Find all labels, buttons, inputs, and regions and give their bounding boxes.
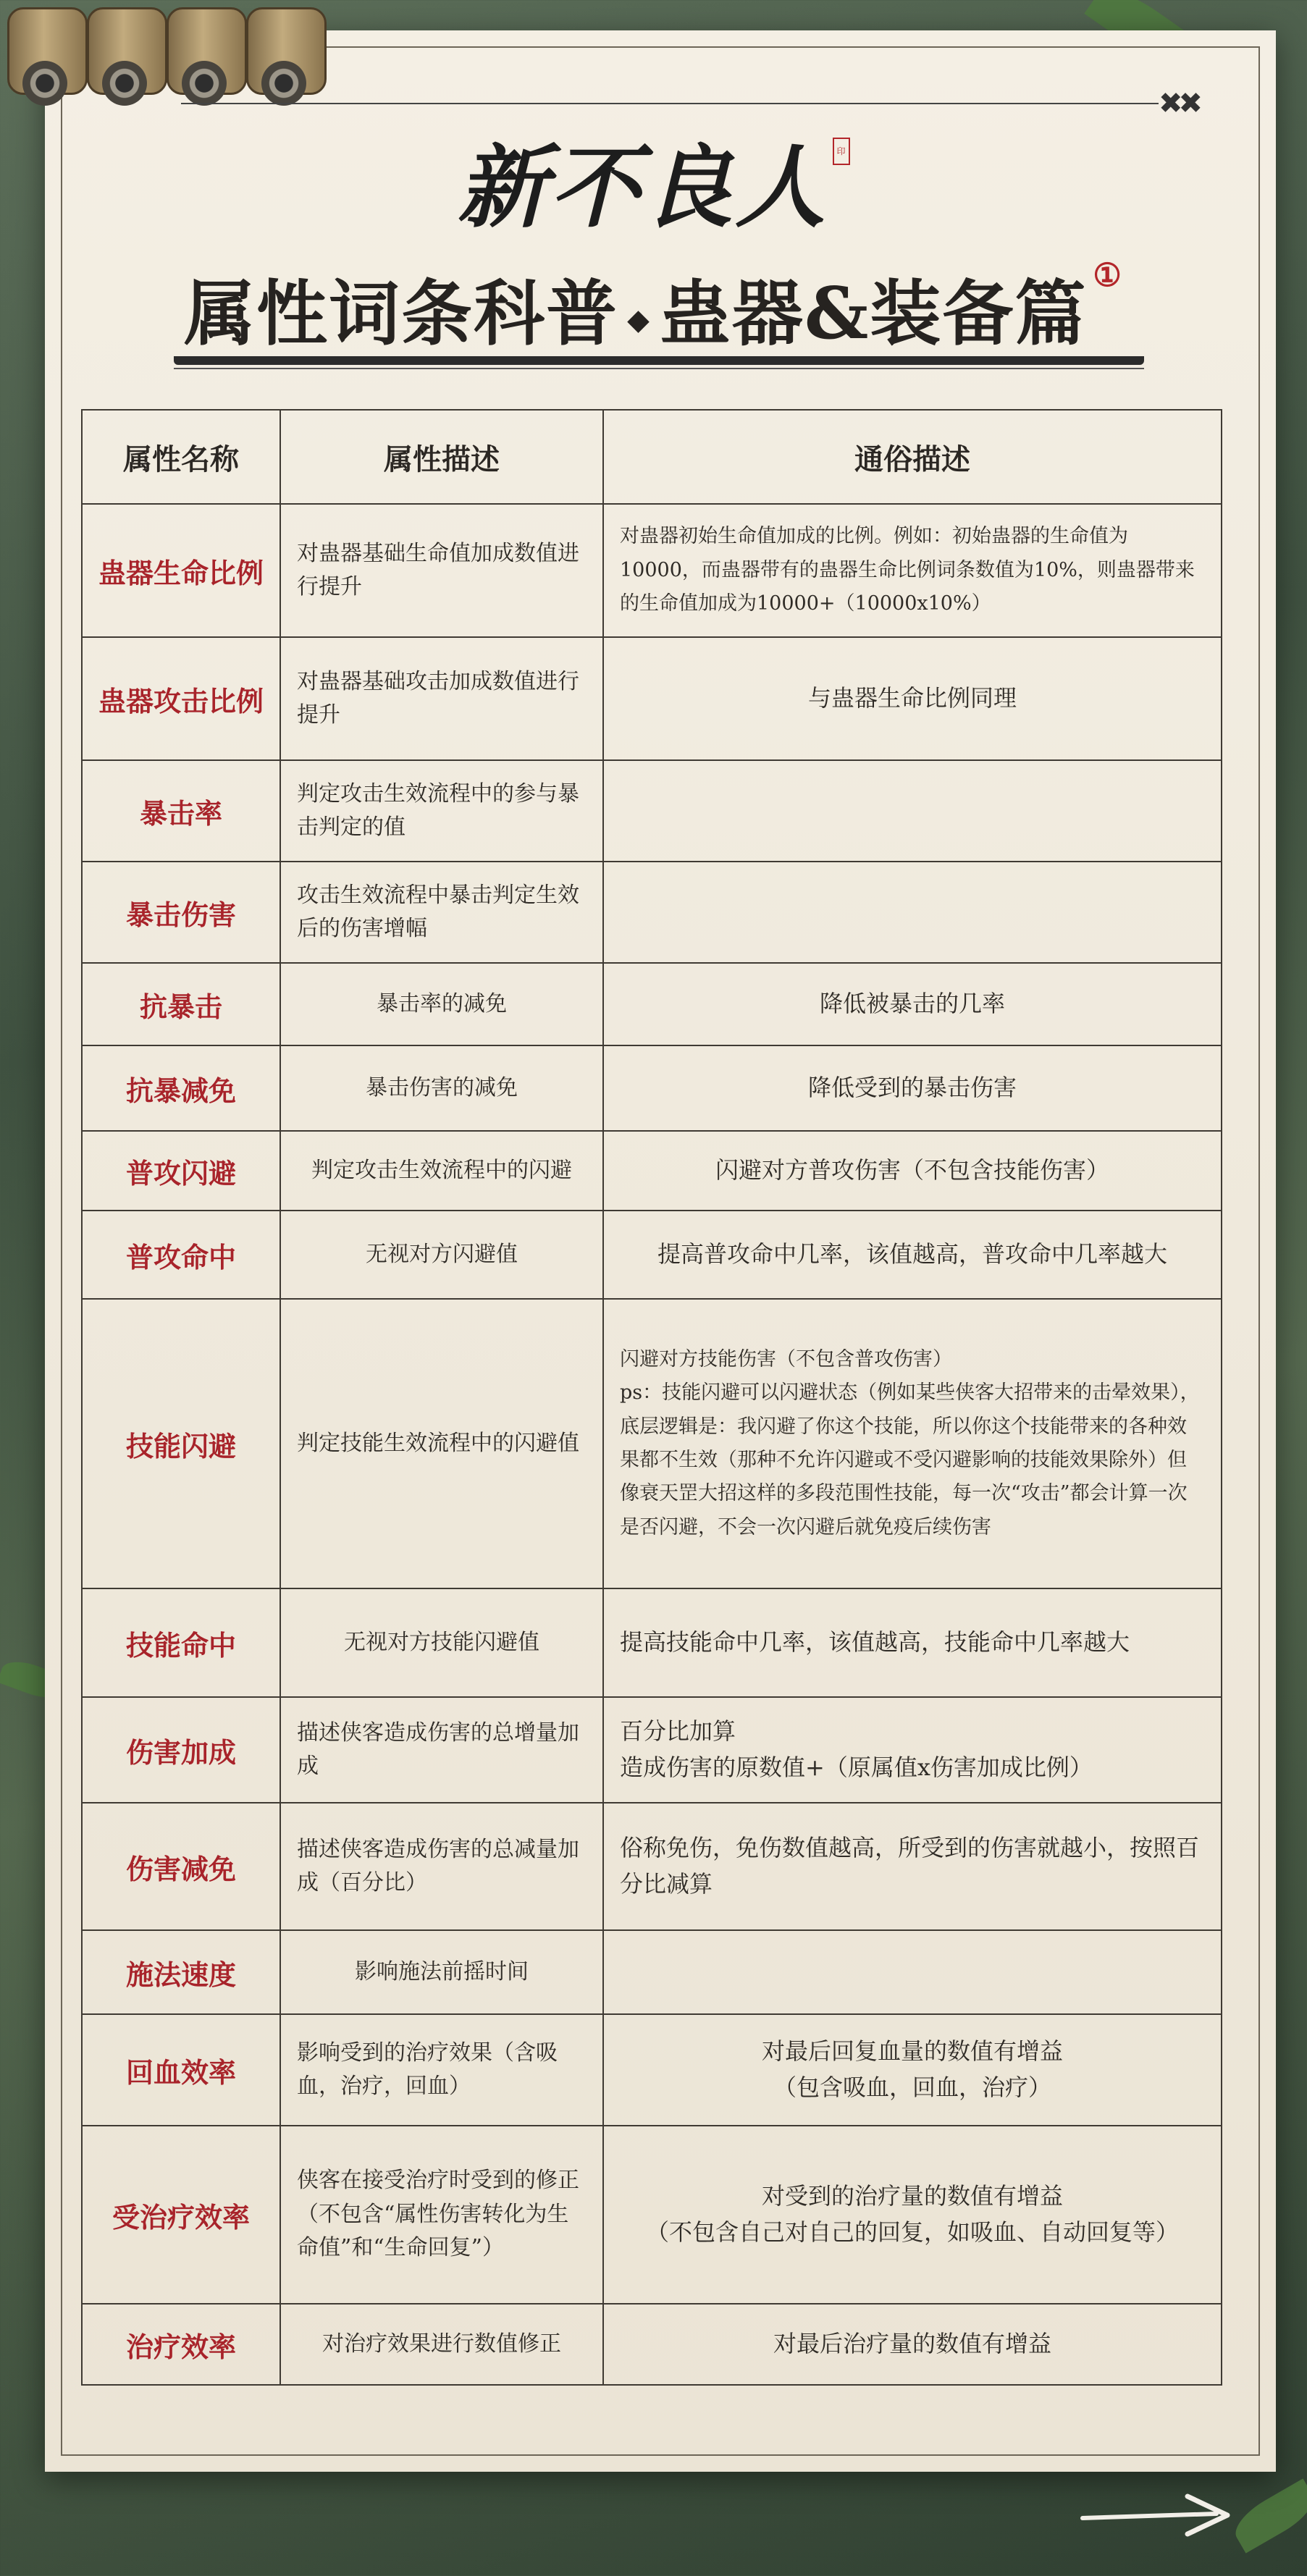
next-arrow-icon[interactable]	[1079, 2491, 1238, 2541]
attr-name: 施法速度	[82, 1930, 280, 2014]
attr-desc: 对蛊器基础攻击加成数值进行提升	[280, 637, 603, 760]
top-rule	[181, 103, 1159, 104]
attr-desc: 影响受到的治疗效果（含吸血，治疗，回血）	[280, 2014, 603, 2126]
page-title	[0, 257, 1307, 359]
attr-name: 受治疗效率	[82, 2126, 280, 2304]
title-underline-thin	[174, 368, 1144, 369]
attr-desc: 对蛊器基础生命值加成数值进行提升	[280, 504, 603, 637]
attr-plain: 俗称免伤，免伤数值越高，所受到的伤害就越小，按照百分比减算	[603, 1803, 1222, 1930]
attr-name: 蛊器生命比例	[82, 504, 280, 637]
attr-plain: 对蛊器初始生命值加成的比例。例如：初始蛊器的生命值为10000，而蛊器带有的蛊器生命比例词条数值为10%，则蛊器带来的生命值加成为10000+（10000x10%）	[603, 504, 1222, 637]
attr-desc: 攻击生效流程中暴击判定生效后的伤害增幅	[280, 862, 603, 963]
table-header-row	[82, 410, 1222, 504]
attr-plain: 对最后治疗量的数值有增益	[603, 2304, 1222, 2385]
attr-plain: 与蛊器生命比例同理	[603, 637, 1222, 760]
attr-plain: 百分比加算 造成伤害的原数值+（原属值x伤害加成比例）	[603, 1697, 1222, 1803]
attr-desc: 无视对方技能闪避值	[280, 1588, 603, 1697]
attr-name: 技能闪避	[82, 1299, 280, 1588]
attr-desc: 判定攻击生效流程中的闪避	[280, 1131, 603, 1211]
attr-name: 普攻命中	[82, 1211, 280, 1299]
attr-desc: 对治疗效果进行数值修正	[280, 2304, 603, 2385]
attr-plain: 闪避对方技能伤害（不包含普攻伤害） ps：技能闪避可以闪避状态（例如某些侠客大招带来的击晕效果），底层逻辑是：我闪避了你这个技能，所以你这个技能带来的各种效果都不生效（那种不允许闪避或不受闪避影响的技能效果除外）但像衰天罡大招这样的多段范围性技能，每一次“攻击”都会计算一次是否闪避，不会一次闪避后就免疫后续伤害	[603, 1299, 1222, 1588]
attr-desc: 判定攻击生效流程中的参与暴击判定的值	[280, 760, 603, 862]
attr-plain: 降低被暴击的几率	[603, 963, 1222, 1045]
attr-desc: 暴击率的减免	[280, 963, 603, 1045]
seal-stamp: 印	[833, 138, 850, 165]
table-row	[82, 637, 1222, 760]
attr-desc: 无视对方闪避值	[280, 1211, 603, 1299]
attr-name: 暴击率	[82, 760, 280, 862]
attr-desc: 影响施法前摇时间	[280, 1930, 603, 2014]
attr-name: 回血效率	[82, 2014, 280, 2126]
table-row	[82, 1045, 1222, 1131]
table-row	[82, 862, 1222, 963]
attr-desc: 判定技能生效流程中的闪避值	[280, 1299, 603, 1588]
logo-text: 新不良人	[457, 135, 828, 240]
attr-plain: 闪避对方普攻伤害（不包含技能伤害）	[603, 1131, 1222, 1211]
attr-desc: 描述侠客造成伤害的总减量加成（百分比）	[280, 1803, 603, 1930]
title-underline	[174, 356, 1144, 365]
attr-desc: 侠客在接受治疗时受到的修正（不包含“属性伤害转化为生命值”和“生命回复”）	[280, 2126, 603, 2304]
title-sub: 蛊器&装备篇	[659, 272, 1088, 355]
attr-plain: 对最后回复血量的数值有增益 （包含吸血，回血，治疗）	[603, 2014, 1222, 2126]
attr-desc: 描述侠客造成伤害的总增量加成	[280, 1697, 603, 1803]
header-attr-name: 属性名称	[82, 410, 280, 504]
attr-name: 抗暴减免	[82, 1045, 280, 1131]
logo	[0, 116, 1307, 245]
attr-plain: 对受到的治疗量的数值有增益 （不包含自己对自己的回复，如吸血、自动回复等）	[603, 2126, 1222, 2304]
table-row	[82, 2126, 1222, 2304]
table-row	[82, 760, 1222, 862]
title-index: ①	[1093, 257, 1123, 294]
attr-name: 暴击伤害	[82, 862, 280, 963]
cross-mark-icon: ✖✖	[1159, 87, 1199, 120]
attr-name: 抗暴击	[82, 963, 280, 1045]
table-row	[82, 504, 1222, 637]
table-row	[82, 2304, 1222, 2385]
bamboo-scroll-decor	[0, 0, 340, 109]
attr-plain: 提高普攻命中几率，该值越高，普攻命中几率越大	[603, 1211, 1222, 1299]
attr-plain: 提高技能命中几率，该值越高，技能命中几率越大	[603, 1588, 1222, 1697]
table-row	[82, 1211, 1222, 1299]
attr-name: 技能命中	[82, 1588, 280, 1697]
table-row	[82, 1803, 1222, 1930]
header-plain-desc: 通俗描述	[603, 410, 1222, 504]
attribute-table	[81, 409, 1222, 2386]
table-row	[82, 1588, 1222, 1697]
attr-name: 蛊器攻击比例	[82, 637, 280, 760]
leaf-decor	[1228, 2478, 1307, 2553]
table-row	[82, 1697, 1222, 1803]
diamond-icon: ◆	[627, 303, 651, 337]
title-main: 属性词条科普	[184, 272, 619, 355]
attr-name: 伤害加成	[82, 1697, 280, 1803]
table-row	[82, 2014, 1222, 2126]
table-row	[82, 1299, 1222, 1588]
header-attr-desc: 属性描述	[280, 410, 603, 504]
attr-name: 伤害减免	[82, 1803, 280, 1930]
attr-plain	[603, 862, 1222, 963]
attr-desc: 暴击伤害的减免	[280, 1045, 603, 1131]
attr-name: 普攻闪避	[82, 1131, 280, 1211]
attr-plain	[603, 760, 1222, 862]
attr-plain	[603, 1930, 1222, 2014]
attr-name: 治疗效率	[82, 2304, 280, 2385]
table-row	[82, 963, 1222, 1045]
table-row	[82, 1131, 1222, 1211]
attr-plain: 降低受到的暴击伤害	[603, 1045, 1222, 1131]
table-row	[82, 1930, 1222, 2014]
